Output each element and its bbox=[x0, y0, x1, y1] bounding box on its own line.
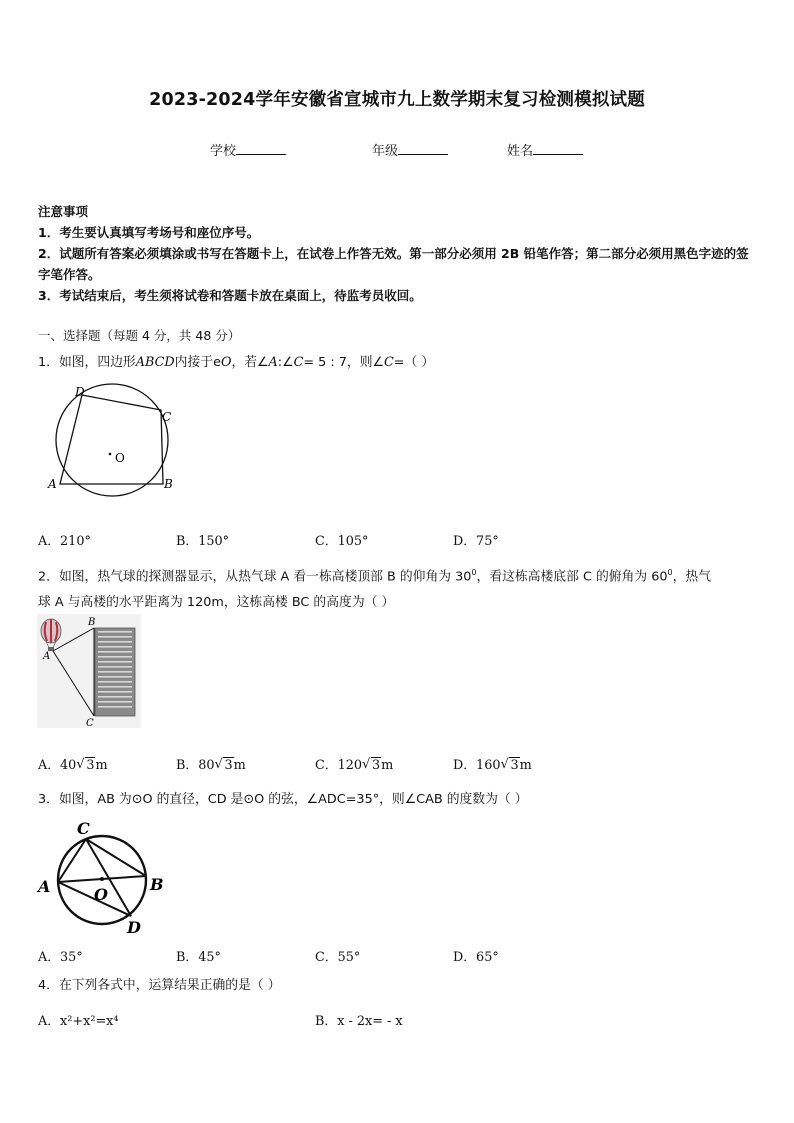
q1-quadrilateral bbox=[60, 395, 163, 484]
q2-option-b-rad: 3 bbox=[224, 758, 233, 773]
q2-option-c-coef: C．120 bbox=[315, 758, 363, 773]
q2-line1-b: ，看这栋高楼底部 C 的俯角为 60 bbox=[476, 569, 668, 585]
q1-cond-a: A bbox=[268, 355, 278, 370]
q2-sup-2: 0 bbox=[667, 568, 673, 577]
name-blank bbox=[533, 142, 583, 155]
question-2-line-2: 球 A 与高楼的水平距离为 120m，这栋高楼 BC 的高度为（ ） bbox=[38, 595, 395, 610]
q1-figure bbox=[40, 382, 190, 497]
q1-label-d: D bbox=[75, 385, 85, 399]
q1-circle: e bbox=[213, 355, 221, 370]
q3-option-c: C．55° bbox=[315, 950, 361, 965]
q3-label-b: B bbox=[150, 875, 164, 894]
q1-ask: ，则∠ bbox=[346, 355, 384, 370]
q1-label-b: B bbox=[164, 477, 173, 491]
q1-angle-sym: ∠ bbox=[282, 355, 294, 370]
notice-item-2: 2．试题所有答案必须填涂或书写在答题卡上，在试卷上作答无效。第一部分必须用 2B 铅笔作答；第二部分必须用黑色字迹的签字笔作答。 bbox=[38, 246, 749, 282]
q2-option-a bbox=[38, 754, 108, 773]
q2-option-c-rad: 3 bbox=[372, 758, 381, 773]
name-field bbox=[507, 140, 583, 159]
q3-label-o: O bbox=[94, 885, 108, 904]
q2-line1-c: ，热气 bbox=[672, 569, 711, 585]
school-blank bbox=[236, 142, 286, 155]
building-icon bbox=[95, 628, 135, 716]
q1-center-dot bbox=[109, 453, 112, 456]
q2-option-d-coef: D．160 bbox=[453, 758, 501, 773]
q1-label-c: C bbox=[162, 410, 172, 424]
notice-item-3: 3．考试结束后，考生须将试卷和答题卡放在桌面上，待监考员收回。 bbox=[38, 288, 422, 303]
q3-center-dot bbox=[100, 877, 104, 881]
q2-option-d bbox=[453, 754, 532, 773]
q2-label-a: A bbox=[43, 651, 51, 662]
q1-shape: ABCD bbox=[135, 355, 175, 370]
q1-tail: =（ ） bbox=[393, 355, 435, 370]
q1-option-d: D．75° bbox=[453, 534, 499, 549]
q1-label-o: O bbox=[115, 451, 125, 465]
grade-field bbox=[372, 140, 448, 159]
q2-figure bbox=[37, 614, 141, 728]
notice-item-1: 1．考生要认真填写考场号和座位序号。 bbox=[38, 225, 260, 240]
q1-ask-c: C bbox=[383, 355, 394, 370]
section-heading: 一、选择题（每题 4 分，共 48 分） bbox=[38, 328, 241, 343]
q2-option-d-unit: m bbox=[519, 758, 532, 773]
q3-label-d: D bbox=[127, 918, 141, 937]
q2-option-a-rad: 3 bbox=[86, 758, 95, 773]
q3-option-d: D．65° bbox=[453, 950, 499, 965]
q2-option-b-unit: m bbox=[233, 758, 246, 773]
q1-cond-c: C bbox=[293, 355, 304, 370]
q2-option-a-unit: m bbox=[95, 758, 108, 773]
question-1-text: 1．如图，四边形ABCD内接于eO，若∠A:∠C= 5 : 7，则∠C=（ ） bbox=[38, 355, 435, 370]
q4-option-b: B．x - 2x= - x bbox=[315, 1014, 403, 1029]
notice-heading: 注意事项 bbox=[38, 204, 89, 219]
q1-prefix: 1．如图，四边形 bbox=[38, 355, 136, 370]
q1-ratio: = 5 : 7 bbox=[303, 355, 347, 370]
q1-label-a: A bbox=[48, 477, 57, 491]
q1-option-a: A．210° bbox=[38, 534, 91, 549]
q1-mid: 内接于 bbox=[174, 355, 214, 370]
question-3-text: 3．如图，AB 为⊙O 的直径，CD 是⊙O 的弦，∠ADC=35°，则∠CAB 的度数为（ ） bbox=[38, 792, 528, 807]
q2-option-d-rad: 3 bbox=[510, 758, 519, 773]
q3-option-a: A．35° bbox=[38, 950, 83, 965]
school-field bbox=[210, 140, 286, 159]
q3-label-a: A bbox=[38, 877, 51, 896]
q2-option-a-sqrt bbox=[76, 758, 95, 773]
q3-figure bbox=[36, 816, 171, 938]
q2-label-b: B bbox=[88, 617, 96, 628]
q2-option-c-sqrt bbox=[362, 758, 381, 773]
grade-blank bbox=[398, 142, 448, 155]
q2-option-b bbox=[176, 754, 246, 773]
q1-cond-pre: ，若∠ bbox=[231, 355, 269, 370]
q2-option-a-coef: A．40 bbox=[38, 758, 77, 773]
q2-option-d-sqrt bbox=[500, 758, 519, 773]
q3-chord-cb bbox=[86, 839, 146, 876]
grade-label: 年级 bbox=[372, 144, 399, 159]
q2-option-c bbox=[315, 754, 393, 773]
q3-label-c: C bbox=[77, 819, 90, 838]
q2-option-c-unit: m bbox=[381, 758, 394, 773]
q4-option-a: A．x²+x²=x⁴ bbox=[38, 1014, 119, 1029]
school-label: 学校 bbox=[210, 144, 237, 159]
name-label: 姓名 bbox=[507, 144, 534, 159]
q1-option-c: C．105° bbox=[315, 534, 369, 549]
q2-label-c: C bbox=[86, 718, 94, 728]
q2-option-b-coef: B．80 bbox=[176, 758, 215, 773]
page-title: 2023-2024学年安徽省宣城市九上数学期末复习检测模拟试题 bbox=[149, 90, 645, 110]
q1-option-b: B．150° bbox=[176, 534, 230, 549]
q2-line1-a: 2．如图，热气球的探测器显示，从热气球 A 看一栋高楼顶部 B 的仰角为 30 bbox=[38, 569, 472, 585]
q1-circle-o: O bbox=[220, 355, 232, 370]
q2-option-b-sqrt bbox=[214, 758, 233, 773]
question-4-text: 4．在下列各式中，运算结果正确的是（ ） bbox=[38, 978, 281, 993]
q3-option-b: B．45° bbox=[176, 950, 221, 965]
q2-sup-1: 0 bbox=[471, 568, 477, 577]
